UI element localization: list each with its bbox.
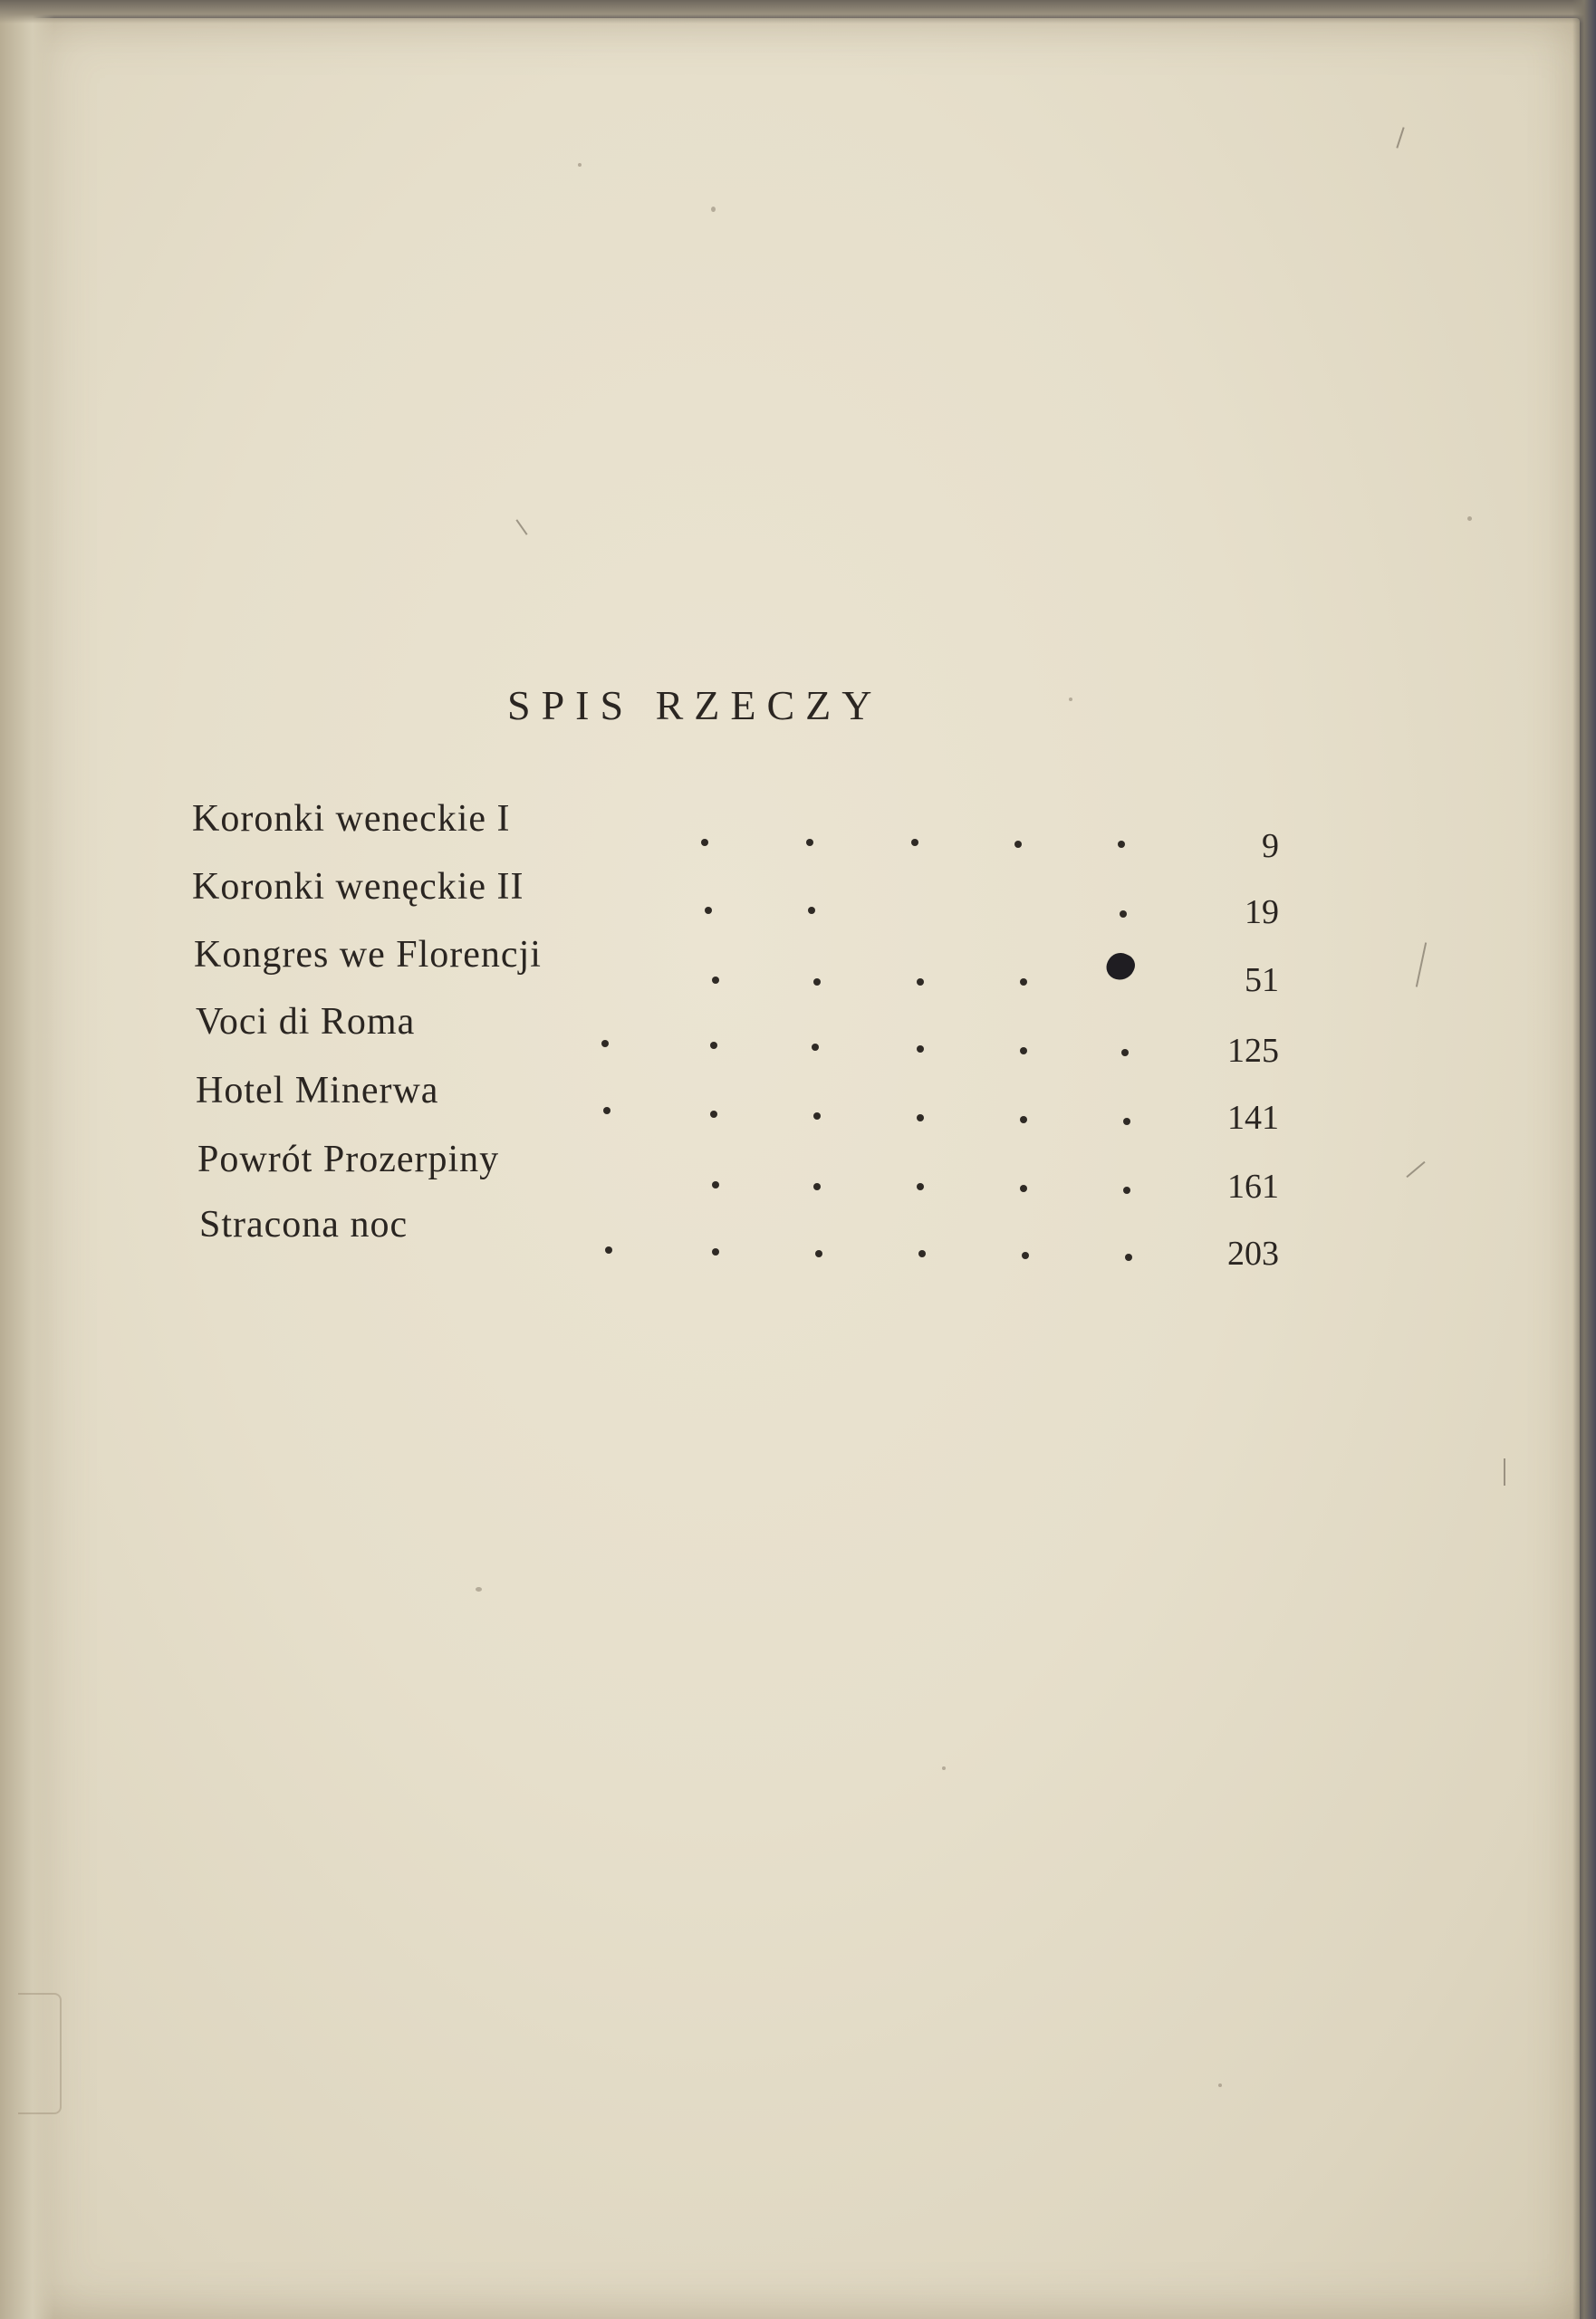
toc-entry-page: 203	[1227, 1235, 1279, 1273]
leader-dot	[813, 1183, 821, 1190]
paper-speck	[1069, 698, 1072, 701]
paper-damage-mark	[18, 1993, 62, 2114]
leader-dot	[605, 1246, 612, 1254]
leader-dot	[918, 1250, 926, 1257]
paper-scratch	[1504, 1458, 1505, 1486]
leader-dot	[815, 1250, 822, 1257]
leader-dot	[1020, 1047, 1027, 1054]
paper-speck	[476, 1587, 482, 1592]
toc-entry-title: Koronki wenęckie II	[192, 866, 524, 908]
toc-entry-title: Koronki weneckie I	[192, 798, 511, 840]
toc-entry	[0, 1069, 1596, 1137]
leader-dot	[1014, 841, 1022, 848]
toc-entry-title: Stracona noc	[199, 1204, 409, 1246]
toc-entry	[0, 797, 1596, 865]
leader-dot	[710, 1111, 717, 1118]
leader-dot	[808, 907, 815, 914]
toc-entry	[0, 1138, 1596, 1206]
leader-dot	[917, 1183, 924, 1190]
paper-speck	[578, 163, 582, 167]
leader-dot	[1022, 1252, 1029, 1259]
leader-dot	[601, 1040, 609, 1047]
leader-dot	[710, 1042, 717, 1049]
toc-entry-page: 9	[1262, 827, 1279, 865]
toc-entry	[0, 1203, 1596, 1273]
leader-dot	[1118, 841, 1125, 848]
paper-speck	[1467, 516, 1472, 521]
leader-dot	[917, 1045, 924, 1053]
leader-dot	[712, 1248, 719, 1256]
paper-speck	[1218, 2083, 1222, 2087]
toc-entry	[0, 865, 1596, 929]
toc-title: SPIS RZECZY	[507, 682, 883, 728]
toc-entry-title: Hotel Minerwa	[196, 1070, 439, 1111]
leader-dot	[1020, 1185, 1027, 1192]
toc-entry-page: 51	[1245, 961, 1279, 999]
leader-dot	[917, 978, 924, 986]
leader-dot	[603, 1107, 611, 1114]
leader-dot	[1121, 1049, 1129, 1056]
leader-dot	[701, 839, 708, 846]
toc-entry-title: Kongres we Florencji	[194, 934, 542, 976]
top-page-edge	[0, 0, 1596, 24]
leader-dot	[813, 978, 821, 986]
toc-entry-title: Voci di Roma	[196, 1001, 416, 1043]
leader-dot	[806, 839, 813, 846]
toc-entry-page: 125	[1227, 1032, 1279, 1070]
leader-dot	[1125, 1254, 1132, 1261]
leader-dot	[812, 1044, 819, 1051]
leader-dot	[917, 1114, 924, 1121]
toc-entry	[0, 1000, 1596, 1070]
toc-entry-page: 161	[1227, 1168, 1279, 1206]
paper-speck	[711, 207, 716, 212]
toc-entry	[0, 933, 1596, 999]
toc-entry-title: Powrót Prozerpiny	[197, 1139, 500, 1180]
leader-dot	[712, 1181, 719, 1188]
leader-dot	[813, 1112, 821, 1120]
leader-dot	[712, 977, 719, 984]
leader-dot	[911, 839, 918, 846]
leader-dot	[1120, 910, 1127, 918]
leader-dot	[705, 907, 712, 914]
leader-dot	[1020, 1116, 1027, 1123]
leader-dot	[1020, 978, 1027, 986]
toc-entry-page: 19	[1245, 893, 1279, 931]
leader-dot	[1123, 1118, 1130, 1125]
leader-dot	[1123, 1187, 1130, 1194]
toc-entry-page: 141	[1227, 1099, 1279, 1137]
paper-speck	[942, 1766, 946, 1770]
